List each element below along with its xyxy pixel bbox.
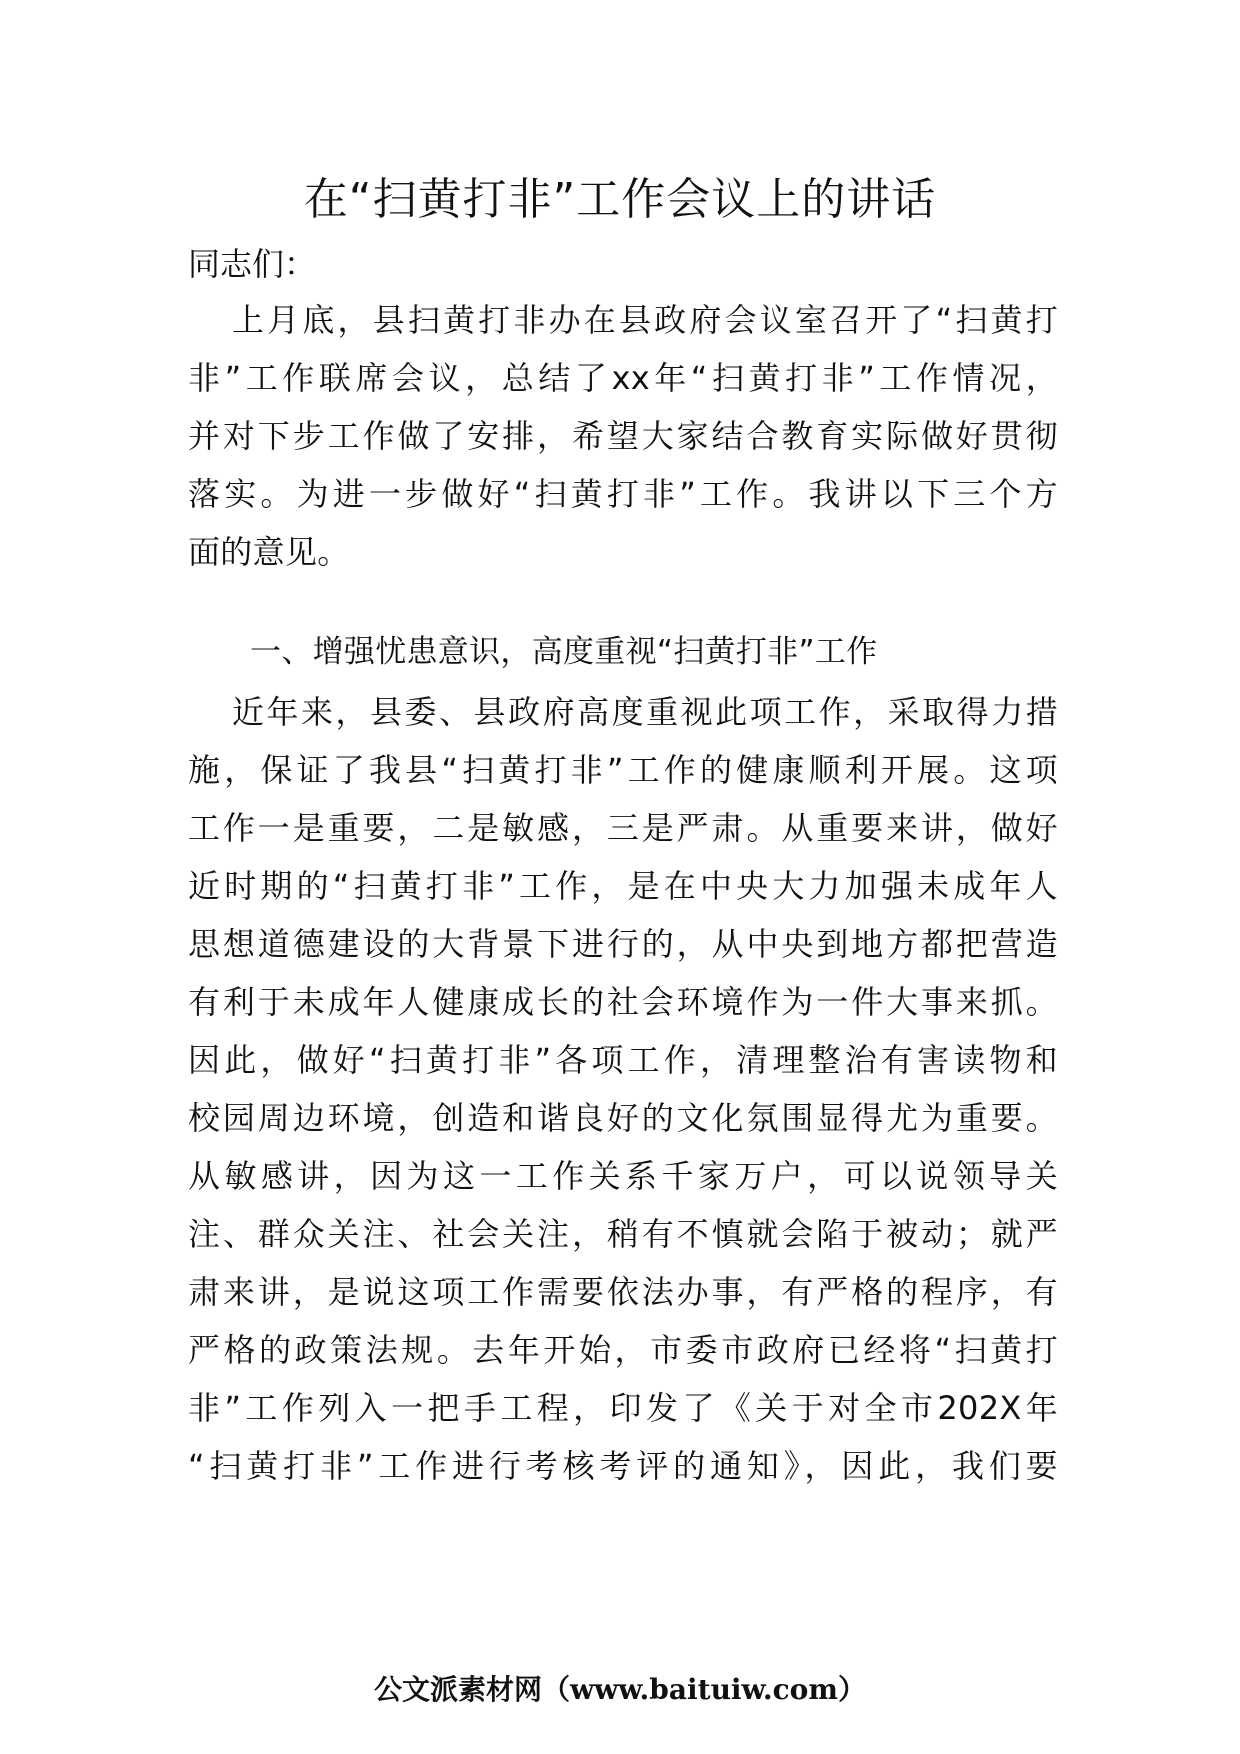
paragraph2-line: 近时期的“扫黄打非”工作，是在中央大力加强未成年人 <box>188 867 1058 905</box>
paragraph2-line: 工作一是重要，二是敏感，三是严肃。从重要来讲，做好 <box>188 809 1058 847</box>
paragraph2-line: 注、群众关注、社会关注，稍有不慎就会陷于被动；就严 <box>188 1215 1058 1253</box>
paragraph2-line: 思想道德建设的大背景下进行的，从中央到地方都把营造 <box>188 925 1058 963</box>
paragraph1-line: 落实。为进一步做好“扫黄打非”工作。我讲以下三个方 <box>188 475 1058 513</box>
paragraph2-line: 施，保证了我县“扫黄打非”工作的健康顺利开展。这项 <box>188 751 1058 789</box>
paragraph2-line: 校园周边环境，创造和谐良好的文化氛围显得尤为重要。 <box>188 1099 1058 1137</box>
paragraph1-line: 非”工作联席会议，总结了xx年“扫黄打非”工作情况， <box>188 359 1058 397</box>
footer-watermark: 公文派素材网（www.baituiw.com） <box>374 1673 866 1706</box>
paragraph2-line: 近年来，县委、县政府高度重视此项工作，采取得力措 <box>232 693 1058 731</box>
paragraph2-line: 肃来讲，是说这项工作需要依法办事，有严格的程序，有 <box>188 1273 1058 1311</box>
paragraph1-line: 上月底，县扫黄打非办在县政府会议室召开了“扫黄打 <box>232 301 1058 339</box>
paragraph1-line: 并对下步工作做了安排，希望大家结合教育实际做好贯彻 <box>188 417 1058 455</box>
paragraph2-line: “扫黄打非”工作进行考核考评的通知》，因此，我们要 <box>188 1447 1058 1485</box>
paragraph2-line: 因此，做好“扫黄打非”各项工作，清理整治有害读物和 <box>188 1041 1058 1079</box>
section-heading: 一、增强忧患意识，高度重视“扫黄打非”工作 <box>250 634 878 670</box>
paragraph2-line: 有利于未成年人健康成长的社会环境作为一件大事来抓。 <box>188 983 1058 1021</box>
salutation: 同志们： <box>188 245 317 283</box>
document-title: 在“扫黄打非”工作会议上的讲话 <box>303 174 937 225</box>
paragraph1-line: 面的意见。 <box>188 533 350 571</box>
paragraph2-line: 从敏感讲，因为这一工作关系千家万户，可以说领导关 <box>188 1157 1058 1195</box>
paragraph2-line: 非”工作列入一把手工程，印发了《关于对全市202X年 <box>188 1389 1058 1427</box>
paragraph2-line: 严格的政策法规。去年开始，市委市政府已经将“扫黄打 <box>188 1331 1058 1369</box>
